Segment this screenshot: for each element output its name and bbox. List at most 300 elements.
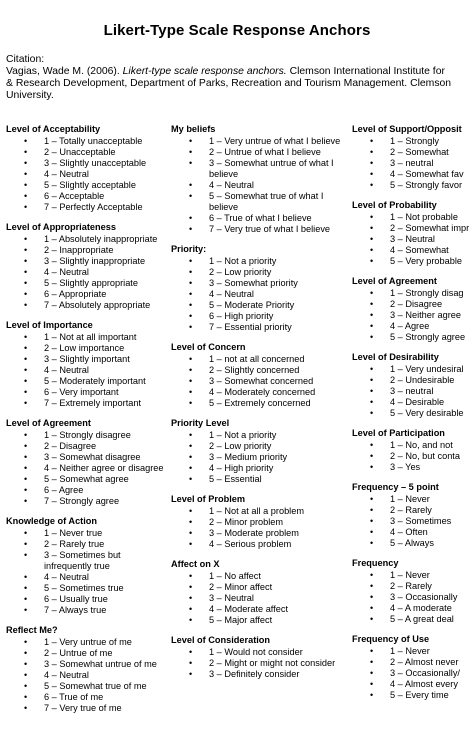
- bullet-icon: •: [24, 332, 28, 342]
- anchor-text: 4 – Moderate affect: [209, 604, 288, 614]
- bullet-icon: •: [370, 451, 374, 461]
- anchor-text: 4 – Neutral: [44, 670, 89, 680]
- anchor-item: [352, 516, 474, 527]
- anchor-item: [352, 570, 474, 581]
- citation-line-1: [6, 66, 474, 78]
- anchor-item: [171, 474, 349, 485]
- anchor-item: [6, 583, 164, 594]
- scale-title: Level of Importance: [6, 320, 93, 330]
- anchor-item: [352, 147, 474, 158]
- bullet-icon: •: [370, 158, 374, 168]
- bullet-icon: •: [24, 637, 28, 647]
- bullet-icon: •: [24, 398, 28, 408]
- scale-section-reflect-me: [6, 625, 164, 714]
- anchor-text: 3 – Slightly important: [44, 354, 130, 364]
- bullet-icon: •: [24, 703, 28, 713]
- scale-title: Knowledge of Action: [6, 516, 98, 526]
- anchor-text: 6 – Agree: [44, 485, 84, 495]
- anchor-text: 4 – Somewhat: [390, 245, 449, 255]
- bullet-icon: •: [24, 300, 28, 310]
- anchor-text: 3 – Neutral: [390, 234, 435, 244]
- anchor-text: 2 – Minor problem: [209, 517, 284, 527]
- anchor-text: 5 – Always: [390, 538, 434, 548]
- bullet-icon: •: [370, 332, 374, 342]
- anchor-item: [171, 376, 349, 387]
- anchor-text: 4 – A moderate: [390, 603, 452, 613]
- anchor-text: 7 – Very true of me: [44, 703, 122, 713]
- anchor-text: 5 – Somewhat true of me: [44, 681, 147, 691]
- bullet-icon: •: [370, 527, 374, 537]
- anchor-text: 5 – Moderate Priority: [209, 300, 295, 310]
- anchor-item: [352, 505, 474, 516]
- bullet-icon: •: [189, 441, 193, 451]
- bullet-icon: •: [24, 463, 28, 473]
- bullet-icon: •: [370, 592, 374, 602]
- anchor-text: 6 – High priority: [209, 311, 274, 321]
- anchor-list: [352, 136, 474, 191]
- citation-block: [6, 54, 474, 102]
- bullet-icon: •: [189, 647, 193, 657]
- anchor-list: [352, 646, 474, 701]
- anchor-text: 2 – Rarely: [390, 581, 432, 591]
- anchor-item: [352, 494, 474, 505]
- bullet-icon: •: [370, 136, 374, 146]
- anchor-item: [6, 463, 164, 474]
- page-title: Likert-Type Scale Response Anchors: [103, 22, 371, 39]
- anchor-text: 1 – Never true: [44, 528, 103, 538]
- bullet-icon: •: [370, 375, 374, 385]
- scale-title: Reflect Me?: [6, 625, 58, 635]
- bullet-icon: •: [24, 430, 28, 440]
- scale-title: Level of Acceptability: [6, 124, 101, 134]
- anchor-item: [6, 169, 164, 180]
- anchor-item: [6, 681, 164, 692]
- anchor-item: [6, 289, 164, 300]
- bullet-icon: •: [370, 288, 374, 298]
- anchor-text: 3 – Slightly inappropriate: [44, 256, 146, 266]
- anchor-item: [6, 572, 164, 583]
- bullet-icon: •: [189, 376, 193, 386]
- anchor-item: [352, 364, 474, 375]
- scale-title: Level of Appropriateness: [6, 222, 116, 232]
- anchor-text: 5 – A great deal: [390, 614, 454, 624]
- anchor-item: [352, 690, 474, 701]
- anchor-text: 3 – Somewhat untrue of me: [44, 659, 157, 669]
- scale-section-level-of-support-opposit: [352, 124, 474, 191]
- bullet-icon: •: [24, 376, 28, 386]
- scale-section-frequency: [352, 558, 474, 625]
- scale-section-priority-level: [171, 418, 349, 485]
- anchor-item: [171, 191, 349, 213]
- scale-section-affect-on-x: [171, 559, 349, 626]
- anchor-item: [171, 615, 349, 626]
- anchor-item: [171, 224, 349, 235]
- anchor-item: [352, 581, 474, 592]
- bullet-icon: •: [189, 398, 193, 408]
- anchor-text: 5 – Slightly acceptable: [44, 180, 136, 190]
- anchor-item: [6, 430, 164, 441]
- anchor-list: [171, 256, 349, 333]
- anchor-text: 6 – True of me: [44, 692, 104, 702]
- anchor-text: 1 – Would not consider: [209, 647, 303, 657]
- anchor-text: 7 – Essential priority: [209, 322, 292, 332]
- anchor-item: [352, 397, 474, 408]
- anchor-text: 1 – Strongly disag: [390, 288, 464, 298]
- anchor-item: [171, 354, 349, 365]
- bullet-icon: •: [189, 180, 193, 190]
- anchor-text: 7 – Extremely important: [44, 398, 142, 408]
- bullet-icon: •: [370, 386, 374, 396]
- anchor-text: 2 – Low priority: [209, 441, 272, 451]
- anchor-item: [171, 430, 349, 441]
- anchor-item: [352, 440, 474, 451]
- scale-section-level-of-problem: [171, 494, 349, 550]
- anchor-text: 2 – Might or might not consider: [209, 658, 336, 668]
- anchor-text: 5 – Somewhat agree: [44, 474, 129, 484]
- bullet-icon: •: [24, 180, 28, 190]
- scale-title: Affect on X: [171, 559, 220, 569]
- scale-section-level-of-consideration: [171, 635, 349, 680]
- anchor-item: [352, 668, 474, 679]
- anchor-text: 4 – High priority: [209, 463, 274, 473]
- bullet-icon: •: [370, 299, 374, 309]
- anchor-text: 3 – neutral: [390, 158, 434, 168]
- anchor-text: 2 – Disagree: [44, 441, 97, 451]
- anchor-item: [171, 528, 349, 539]
- bullet-icon: •: [24, 289, 28, 299]
- anchor-item: [171, 398, 349, 409]
- bullet-icon: •: [24, 659, 28, 669]
- anchor-item: [352, 234, 474, 245]
- anchor-text: 1 – Totally unacceptable: [44, 136, 143, 146]
- anchor-text: 5 – Strongly favor: [390, 180, 463, 190]
- anchor-item: [6, 452, 164, 463]
- bullet-icon: •: [370, 494, 374, 504]
- bullet-icon: •: [24, 267, 28, 277]
- anchor-text: 5 – Essential: [209, 474, 262, 484]
- anchor-list: [171, 354, 349, 409]
- anchor-item: [6, 202, 164, 213]
- anchor-list: [6, 637, 164, 714]
- anchor-item: [171, 506, 349, 517]
- bullet-icon: •: [24, 365, 28, 375]
- bullet-icon: •: [24, 681, 28, 691]
- scale-section-level-of-appropriateness: [6, 222, 164, 311]
- bullet-icon: •: [24, 136, 28, 146]
- anchor-item: [171, 452, 349, 463]
- bullet-icon: •: [189, 593, 193, 603]
- anchor-item: [352, 332, 474, 343]
- anchor-text: 5 – Strongly agree: [390, 332, 466, 342]
- anchor-text: 4 – Neutral: [44, 365, 89, 375]
- bullet-icon: •: [189, 300, 193, 310]
- scale-title: Level of Agreement: [352, 276, 437, 286]
- scale-section-frequency-of-use: [352, 634, 474, 701]
- anchor-item: [6, 594, 164, 605]
- bullet-icon: •: [370, 408, 374, 418]
- anchor-text: 1 – Very undesiral: [390, 364, 464, 374]
- anchor-item: [6, 158, 164, 169]
- bullet-icon: •: [370, 679, 374, 689]
- bullet-icon: •: [370, 310, 374, 320]
- anchor-text: 3 – Occasionally/: [390, 668, 460, 678]
- anchor-item: [171, 593, 349, 604]
- anchor-item: [6, 474, 164, 485]
- bullet-icon: •: [370, 516, 374, 526]
- citation-label: Citation:: [6, 54, 45, 65]
- bullet-icon: •: [189, 517, 193, 527]
- scale-section-priority: [171, 244, 349, 333]
- anchor-item: [171, 582, 349, 593]
- anchor-item: [6, 703, 164, 714]
- bullet-icon: •: [370, 570, 374, 580]
- anchor-text: 1 – Absolutely inappropriate: [44, 234, 158, 244]
- anchor-text: 2 – Unacceptable: [44, 147, 116, 157]
- bullet-icon: •: [189, 604, 193, 614]
- bullet-icon: •: [370, 397, 374, 407]
- anchor-item: [352, 538, 474, 549]
- anchor-item: [6, 365, 164, 376]
- scale-section-level-of-participation: [352, 428, 474, 473]
- anchor-item: [6, 648, 164, 659]
- anchor-text: 1 – Very untrue of what I believe: [209, 136, 341, 146]
- scale-section-level-of-agreement: [6, 418, 164, 507]
- anchor-text: 3 – Somewhat concerned: [209, 376, 314, 386]
- anchor-text: 4 – Moderately concerned: [209, 387, 316, 397]
- anchor-item: [171, 180, 349, 191]
- anchor-item: [6, 267, 164, 278]
- citation-line-3: University.: [6, 90, 54, 101]
- bullet-icon: •: [370, 462, 374, 472]
- scale-section-level-of-agreement: [352, 276, 474, 343]
- anchor-text: 4 – Somewhat fav: [390, 169, 464, 179]
- anchor-text: 4 – Neutral: [209, 289, 254, 299]
- anchor-text: 4 – Agree: [390, 321, 430, 331]
- anchor-text: 5 – Extremely concerned: [209, 398, 311, 408]
- anchor-text: 1 – No affect: [209, 571, 261, 581]
- anchor-text: 5 – Every time: [390, 690, 449, 700]
- bullet-icon: •: [370, 234, 374, 244]
- bullet-icon: •: [189, 158, 193, 168]
- scale-title: Frequency of Use: [352, 634, 430, 644]
- anchor-item: [352, 603, 474, 614]
- anchor-item: [352, 169, 474, 180]
- anchor-text: 4 – Neutral: [209, 180, 254, 190]
- bullet-icon: •: [370, 657, 374, 667]
- anchor-item: [6, 256, 164, 267]
- citation-line-2: & Research Development, Department of Parks, Recreation and Tourism Management. Clemson: [6, 78, 452, 89]
- scale-title: Level of Consideration: [171, 635, 271, 645]
- anchor-text: 6 – True of what I believe: [209, 213, 312, 223]
- bullet-icon: •: [189, 615, 193, 625]
- bullet-icon: •: [370, 603, 374, 613]
- anchor-item: [6, 245, 164, 256]
- anchor-item: [171, 539, 349, 550]
- bullet-icon: •: [24, 354, 28, 364]
- anchor-item: [352, 136, 474, 147]
- column-1: [6, 124, 164, 723]
- anchor-text: 6 – Acceptable: [44, 191, 105, 201]
- anchor-text: 4 – Neutral: [44, 169, 89, 179]
- anchor-text: 1 – Not probable: [390, 212, 458, 222]
- scale-title: Level of Probability: [352, 200, 437, 210]
- bullet-icon: •: [24, 528, 28, 538]
- anchor-list: [352, 570, 474, 625]
- scale-section-level-of-desirability: [352, 352, 474, 419]
- bullet-icon: •: [189, 506, 193, 516]
- anchor-text: 3 – Definitely consider: [209, 669, 300, 679]
- anchor-text: 4 – Neither agree or disagree: [44, 463, 164, 473]
- anchor-item: [352, 408, 474, 419]
- anchor-text: 3 – Neither agree: [390, 310, 461, 320]
- anchor-text: 7 – Absolutely appropriate: [44, 300, 151, 310]
- anchor-text: 3 – Medium priority: [209, 452, 288, 462]
- anchor-item: [171, 158, 349, 180]
- anchor-text: 1 – Not a priority: [209, 256, 277, 266]
- anchor-list: [6, 430, 164, 507]
- anchor-item: [352, 288, 474, 299]
- anchor-text: 1 – Never: [390, 646, 430, 656]
- anchor-text: 7 – Strongly agree: [44, 496, 120, 506]
- anchor-item: [352, 321, 474, 332]
- bullet-icon: •: [189, 354, 193, 364]
- anchor-item: [6, 376, 164, 387]
- bullet-icon: •: [24, 245, 28, 255]
- bullet-icon: •: [370, 668, 374, 678]
- anchor-item: [6, 398, 164, 409]
- anchor-item: [171, 311, 349, 322]
- anchor-text: 4 – Neutral: [44, 572, 89, 582]
- anchor-item: [171, 517, 349, 528]
- anchor-text: 3 – Yes: [390, 462, 421, 472]
- anchor-item: [171, 322, 349, 333]
- bullet-icon: •: [24, 147, 28, 157]
- anchor-text: 4 – Often: [390, 527, 428, 537]
- anchor-item: [6, 441, 164, 452]
- anchor-list: [171, 647, 349, 680]
- bullet-icon: •: [189, 267, 193, 277]
- anchor-item: [352, 592, 474, 603]
- anchor-text: 5 – Moderately important: [44, 376, 146, 386]
- bullet-icon: •: [189, 136, 193, 146]
- anchor-text: 3 – Moderate problem: [209, 528, 299, 538]
- anchor-item: [6, 539, 164, 550]
- bullet-icon: •: [370, 614, 374, 624]
- anchor-text: 6 – Very important: [44, 387, 119, 397]
- bullet-icon: •: [24, 387, 28, 397]
- anchor-item: [6, 659, 164, 670]
- bullet-icon: •: [370, 169, 374, 179]
- anchor-text: 2 – Untrue of me: [44, 648, 113, 658]
- anchor-item: [352, 180, 474, 191]
- anchor-item: [352, 646, 474, 657]
- anchor-item: [171, 365, 349, 376]
- anchor-text: 5 – Slightly appropriate: [44, 278, 138, 288]
- anchor-item: [352, 256, 474, 267]
- bullet-icon: •: [189, 669, 193, 679]
- bullet-icon: •: [24, 539, 28, 549]
- anchor-list: [352, 212, 474, 267]
- scale-title: Level of Problem: [171, 494, 246, 504]
- anchor-text: 1 – Not a priority: [209, 430, 277, 440]
- anchor-text: 4 – Desirable: [390, 397, 445, 407]
- bullet-icon: •: [24, 158, 28, 168]
- bullet-icon: •: [370, 581, 374, 591]
- anchor-text: 2 – Low priority: [209, 267, 272, 277]
- scale-title: Frequency – 5 point: [352, 482, 439, 492]
- bullet-icon: •: [189, 452, 193, 462]
- bullet-icon: •: [370, 147, 374, 157]
- anchor-text: 2 – Slightly concerned: [209, 365, 300, 375]
- anchor-item: [6, 670, 164, 681]
- anchor-item: [171, 136, 349, 147]
- anchor-item: [352, 386, 474, 397]
- bullet-icon: •: [24, 169, 28, 179]
- anchor-item: [352, 679, 474, 690]
- anchor-item: [171, 669, 349, 680]
- column-2: [171, 124, 349, 689]
- bullet-icon: •: [24, 605, 28, 615]
- anchor-item: [352, 375, 474, 386]
- scale-title: Priority:: [171, 244, 207, 254]
- anchor-text: 7 – Very true of what I believe: [209, 224, 331, 234]
- bullet-icon: •: [189, 528, 193, 538]
- anchor-item: [171, 441, 349, 452]
- bullet-icon: •: [24, 648, 28, 658]
- anchor-item: [171, 256, 349, 267]
- citation-authors: Vagias, Wade M. (2006).: [6, 66, 123, 77]
- anchor-text: 2 – Inappropriate: [44, 245, 114, 255]
- bullet-icon: •: [189, 658, 193, 668]
- anchor-item: [171, 647, 349, 658]
- anchor-item: [6, 147, 164, 158]
- bullet-icon: •: [189, 365, 193, 375]
- anchor-list: [6, 528, 164, 616]
- scale-title: Priority Level: [171, 418, 230, 428]
- bullet-icon: •: [24, 594, 28, 604]
- anchor-item: [6, 637, 164, 648]
- bullet-icon: •: [189, 387, 193, 397]
- scale-title: My beliefs: [171, 124, 216, 134]
- scale-title: Frequency: [352, 558, 399, 568]
- scale-section-level-of-acceptability: [6, 124, 164, 213]
- anchor-text: 3 – neutral: [390, 386, 434, 396]
- anchor-list: [6, 332, 164, 409]
- bullet-icon: •: [189, 430, 193, 440]
- bullet-icon: •: [370, 505, 374, 515]
- anchor-text: 3 – Sometimes: [390, 516, 452, 526]
- anchor-text: 2 – Almost never: [390, 657, 459, 667]
- anchor-text: 3 – Sometimes but infrequently true: [44, 550, 121, 571]
- anchor-item: [6, 180, 164, 191]
- bullet-icon: •: [189, 311, 193, 321]
- bullet-icon: •: [24, 496, 28, 506]
- anchor-text: 2 – Rarely: [390, 505, 432, 515]
- anchor-text: 1 – Strongly: [390, 136, 440, 146]
- scale-section-level-of-probability: [352, 200, 474, 267]
- bullet-icon: •: [189, 539, 193, 549]
- bullet-icon: •: [24, 343, 28, 353]
- scale-section-knowledge-of-action: [6, 516, 164, 616]
- anchor-text: 1 – Strongly disagree: [44, 430, 131, 440]
- anchor-item: [352, 451, 474, 462]
- bullet-icon: •: [24, 550, 28, 560]
- scale-section-frequency-5-point: [352, 482, 474, 549]
- anchor-item: [352, 299, 474, 310]
- anchor-text: 1 – not at all concerned: [209, 354, 305, 364]
- bullet-icon: •: [189, 213, 193, 223]
- anchor-item: [171, 300, 349, 311]
